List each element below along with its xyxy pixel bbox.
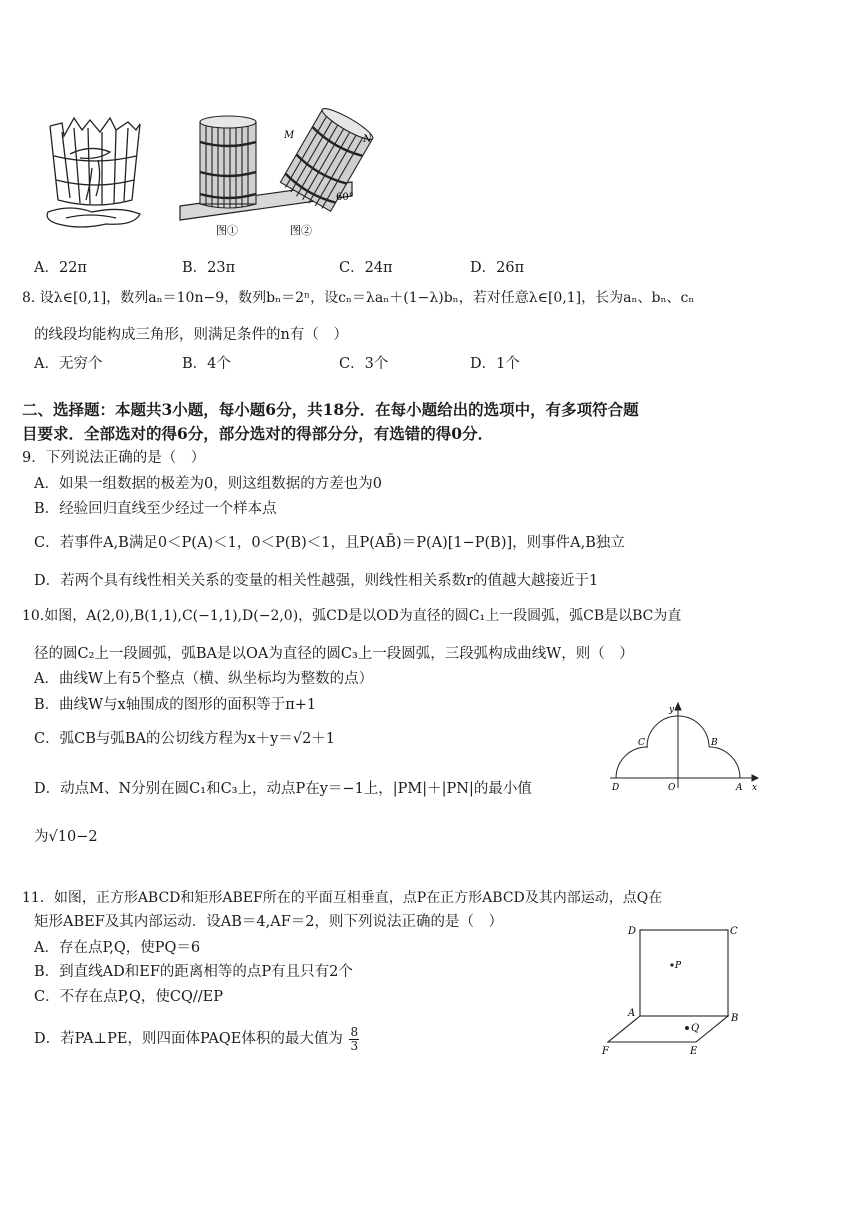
fig-label-angle: 60° [336,192,354,203]
q8-option-a[interactable]: A．无穷个 [34,356,103,372]
fig11-label-D: D [628,926,637,937]
q8-option-c[interactable]: C．3个 [339,356,389,372]
broken-bucket-figure [47,118,140,227]
q10-option-a[interactable]: A．曲线W上有5个整点（横、纵坐标均为整数的点） [34,671,374,687]
fig1-caption: 图① [216,224,238,237]
fraction-denominator: 3 [350,1038,359,1053]
section2-heading-line1: 二、选择题：本题共3小题，每小题6分，共18分．在每小题给出的选项中，有多项符合题 [22,400,639,419]
q11-option-d-text: D．若PA⊥PE，则四面体PAQE体积的最大值为 [34,1031,343,1048]
q11-stem-line1: 11．如图，正方形ABCD和矩形ABEF所在的平面互相垂直，点P在正方形ABCD及其内部运动，点Q在 [22,890,663,906]
q11-solid-figure [600,920,760,1060]
arc-BA [709,747,740,778]
fig11-label-Q: Q [691,1023,700,1034]
q7-option-a[interactable]: A．22π [34,260,87,276]
fig11-label-C: C [730,926,738,937]
q7-option-c[interactable]: C．24π [339,260,393,276]
rectangle-ABEF [608,1016,728,1042]
q8-option-d[interactable]: D．1个 [470,356,520,372]
fig11-label-A: A [628,1008,636,1019]
fig10-label-y: y [669,705,675,715]
square-ABCD [640,930,728,1016]
fig10-label-x: x [752,783,758,793]
fig11-label-P: P [675,961,682,971]
fig10-label-O: O [668,783,676,793]
q9-stem: 9．下列说法正确的是（ ） [22,450,206,466]
point-P [670,963,673,966]
fig-label-N: N [363,134,372,145]
q9-option-c[interactable]: C．若事件A,B满足0＜P(A)＜1，0＜P(B)＜1，且P(AB̄)＝P(A)[1−P(B)]，则事件A,B独立 [34,535,625,551]
q9-option-b[interactable]: B．经验回归直线至少经过一个样本点 [34,501,277,517]
q10-option-d-line1[interactable]: D．动点M、N分别在圆C₁和C₃上，动点P在y＝−1上，|PM|＋|PN|的最小值 [34,781,532,797]
q11-option-d[interactable] [34,1026,359,1052]
q8-stem-line1: 8. 设λ∈[0,1]，数列aₙ＝10n−9，数列bₙ＝2ⁿ，设cₙ＝λaₙ＋(1−λ)bₙ，若对任意λ∈[0,1]，长为aₙ、bₙ、cₙ [22,290,695,306]
q7-option-d[interactable]: D．26π [470,260,525,276]
q11-option-a[interactable]: A．存在点P,Q，使PQ＝6 [34,940,201,956]
q10-option-b[interactable]: B．曲线W与x轴围成的图形的面积等于π+1 [34,697,317,713]
fig10-label-C: C [638,738,645,748]
q10-curve-figure [606,700,760,792]
q7-figures [40,108,370,248]
q11-option-b[interactable]: B．到直线AD和EF的距离相等的点P有且只有2个 [34,964,353,980]
point-Q [685,1026,689,1030]
fig-label-M: M [284,130,295,141]
fig11-label-B: B [731,1013,739,1024]
q9-option-a[interactable]: A．如果一组数据的极差为0，则这组数据的方差也为0 [34,476,382,492]
fig11-label-F: F [602,1046,609,1057]
q10-option-c[interactable]: C．弧CB与弧BA的公切线方程为x＋y＝√2＋1 [34,731,336,747]
fraction-numerator: 8 [350,1025,359,1039]
q9-option-d[interactable]: D．若两个具有线性相关关系的变量的相关性越强，则线性相关系数r的值越大越接近于1 [34,573,599,589]
upright-bucket-figure [200,116,256,208]
fig10-label-B: B [711,738,718,748]
q7-option-b[interactable]: B．23π [182,260,236,276]
q8-stem-line2: 的线段均能构成三角形，则满足条件的n有（ ） [34,327,348,343]
q10-stem-line2: 径的圆C₂上一段圆弧，弧BA是以OA为直径的圆C₃上一段圆弧，三段弧构成曲线W，则（ ） [34,646,634,662]
q11-option-c[interactable]: C．不存在点P,Q，使CQ//EP [34,989,224,1005]
fig10-label-D: D [612,783,620,793]
q10-option-d-line2: 为√10−2 [34,829,98,845]
fig2-caption: 图② [290,224,312,237]
fraction-8-3 [349,1026,359,1052]
q8-option-b[interactable]: B．4个 [182,356,231,372]
q10-stem-line1: 10.如图，A(2,0),B(1,1),C(−1,1),D(−2,0)，弧CD是以OD为直径的圆C₁上一段圆弧，弧CB是以BC为直 [22,608,682,624]
q11-stem-line2: 矩形ABEF及其内部运动．设AB＝4,AF＝2，则下列说法正确的是（ ） [34,914,503,930]
section2-heading-line2: 目要求．全部选对的得6分，部分选对的得部分分，有选错的得0分． [22,424,494,443]
arc-CD [616,747,648,778]
fig10-label-A: A [736,783,743,793]
fig11-label-E: E [690,1046,698,1057]
